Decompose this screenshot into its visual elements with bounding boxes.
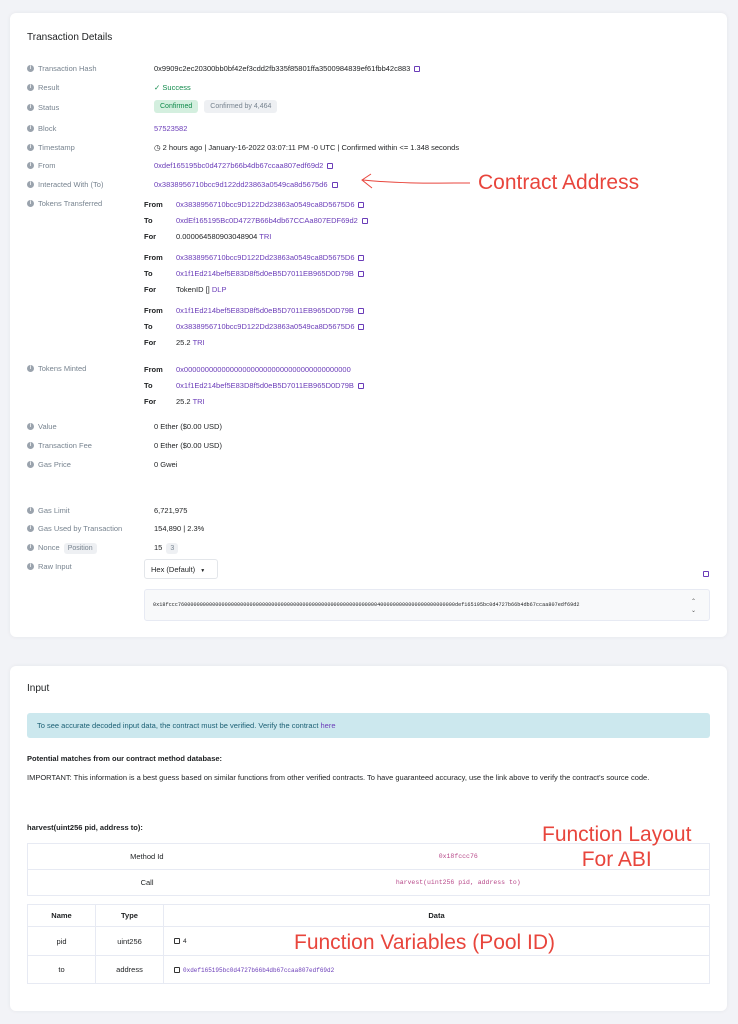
minted-to: [144, 381, 364, 390]
copy-icon[interactable]: [358, 255, 364, 261]
fee-label: Transaction Fee: [38, 441, 92, 450]
token-link[interactable]: DLP: [211, 285, 227, 294]
call-value: harvest(uint256 pid, address to): [208, 870, 710, 896]
param-name: to: [28, 956, 96, 984]
gas-price-text: 0 Gwei: [154, 460, 178, 469]
copy-icon[interactable]: [358, 308, 364, 314]
position-value: 3: [166, 543, 178, 554]
param-name: pid: [28, 927, 96, 956]
gas-limit-label: Gas Limit: [38, 506, 70, 515]
verify-notice: [27, 713, 710, 738]
to-key: To: [144, 381, 153, 390]
gas-price-row: [27, 460, 710, 472]
fee-text: 0 Ether ($0.00 USD): [154, 441, 222, 450]
nonce-value: [154, 543, 178, 552]
function-layout-annotation: [542, 822, 691, 872]
value-label: Value: [38, 422, 57, 431]
tx-hash-row: [27, 64, 710, 76]
copy-icon[interactable]: [174, 938, 180, 944]
from-label: From: [38, 161, 56, 170]
transfer-3-for: [144, 338, 205, 347]
block-link[interactable]: 57523582: [154, 124, 188, 133]
gas-limit-row: [27, 506, 710, 518]
info-icon: i: [27, 563, 34, 570]
minted-from: [144, 365, 351, 374]
raw-input-label: Raw Input: [38, 562, 72, 571]
col-name-header: Name: [28, 905, 96, 927]
tokens-transferred-row: [27, 199, 710, 211]
tx-hash-value: [154, 64, 420, 73]
token-link[interactable]: TRI: [192, 397, 205, 406]
function-signature: harvest(uint256 pid, address to):: [27, 823, 143, 832]
check-circle-icon: ✓: [154, 83, 161, 92]
chevron-down-icon[interactable]: ⌄: [691, 608, 697, 614]
raw-input-format-select[interactable]: [144, 559, 218, 579]
annotation-line-1: Function Layout: [542, 823, 692, 846]
transfer-2-for: [144, 285, 226, 294]
param-type: address: [96, 956, 164, 984]
raw-input-row: [27, 562, 710, 574]
verify-contract-link[interactable]: here: [320, 721, 336, 730]
timestamp-text: 2 hours ago | January-16-2022 03:07:11 PM -0 UTC | Confirmed within <= 1.348 seconds: [162, 143, 460, 152]
matches-heading: Potential matches from our contract method database:: [27, 754, 223, 763]
status-value: [154, 100, 277, 113]
result-value: [154, 83, 191, 92]
timestamp-label: Timestamp: [38, 143, 75, 152]
info-icon: i: [27, 365, 34, 372]
copy-icon[interactable]: [174, 967, 180, 973]
method-id-value: 0x18fccc76: [208, 844, 710, 870]
tokens-minted-row: [27, 364, 710, 376]
from-key: From: [144, 200, 163, 209]
card-title: Transaction Details: [27, 32, 113, 43]
status-label: Status: [38, 103, 60, 112]
info-icon: i: [27, 423, 34, 430]
from-key: From: [144, 306, 163, 315]
nonce-text: 15: [154, 543, 163, 552]
copy-icon[interactable]: [414, 66, 420, 72]
address-link[interactable]: 0x1f1Ed214bef5E83D8f5d0eB5D7011EB965D0D79B: [176, 381, 354, 390]
position-label: Position: [64, 543, 97, 554]
gas-used-row: [27, 524, 710, 536]
scroll-arrows[interactable]: [691, 598, 696, 616]
notice-text: To see accurate decoded input data, the contract must be verified. Verify the contract: [37, 721, 321, 730]
call-label: Call: [28, 870, 208, 896]
copy-icon[interactable]: [362, 218, 368, 224]
gas-used-label: Gas Used by Transaction: [38, 524, 123, 533]
nonce-label-group: [38, 543, 97, 552]
clock-icon: ◷: [154, 143, 161, 152]
call-row: [28, 870, 710, 896]
raw-input-box[interactable]: [144, 589, 710, 621]
status-row: [27, 100, 710, 116]
annotation-line-2: For ABI: [581, 848, 652, 871]
transfer-3-to: [144, 322, 364, 331]
info-icon: i: [27, 200, 34, 207]
to-key: To: [144, 216, 153, 225]
token-link[interactable]: TRI: [192, 338, 205, 347]
input-title: Input: [27, 683, 50, 694]
param-data: [164, 956, 710, 984]
col-type-header: Type: [96, 905, 164, 927]
token-link[interactable]: TRI: [259, 232, 272, 241]
info-icon: i: [27, 162, 34, 169]
to-key: To: [144, 322, 153, 331]
gas-used-text: 154,890 | 2.3%: [154, 524, 205, 533]
address-link[interactable]: 0xdEf165195Bc0D4727B66b4db67CCAa807EDF69d2: [176, 216, 358, 225]
copy-icon[interactable]: [327, 163, 333, 169]
fee-row: [27, 441, 710, 453]
address-link[interactable]: 0x1f1Ed214bef5E83D8f5d0eB5D7011EB965D0D79B: [176, 306, 354, 315]
copy-icon[interactable]: [358, 202, 364, 208]
transfer-2-from: [144, 253, 364, 262]
from-key: From: [144, 365, 163, 374]
copy-icon[interactable]: [358, 383, 364, 389]
tx-hash-text: 0x9909c2ec20300bb0bf42ef3cdd2fb335f85801ffa3500984839ef61fbb42c883: [154, 64, 411, 73]
block-label: Block: [38, 124, 57, 133]
address-link[interactable]: 0x3838956710bcc9D122Dd23863a0549ca8D5675D6: [176, 322, 355, 331]
for-key: For: [144, 397, 157, 406]
transfer-1-from: [144, 200, 364, 209]
minted-for: [144, 397, 205, 406]
transfer-1-to: [144, 216, 368, 225]
result-label: Result: [38, 83, 60, 92]
info-icon: i: [27, 507, 34, 514]
info-icon: i: [27, 461, 34, 468]
interacted-label: Interacted With (To): [38, 180, 104, 189]
address-link[interactable]: 0x0000000000000000000000000000000000000000: [176, 365, 351, 374]
col-data-header: Data: [164, 905, 710, 927]
block-row: [27, 124, 710, 136]
info-icon: i: [27, 84, 34, 91]
transfer-1-for: [144, 232, 271, 241]
for-key: For: [144, 232, 157, 241]
param-data-text: 4: [183, 938, 187, 945]
params-header: [28, 905, 710, 927]
param-data-link[interactable]: 0xdef165195bc0d4727b66b4db67ccaa807edf69d2: [183, 966, 335, 974]
timestamp-row: [27, 143, 710, 155]
copy-icon[interactable]: [358, 324, 364, 330]
info-icon: i: [27, 442, 34, 449]
info-icon: i: [27, 125, 34, 132]
contract-address-link[interactable]: 0x3838956710bcc9d122dd23863a0549ca8d5675d6: [154, 180, 328, 189]
value-text: 0 Ether ($0.00 USD): [154, 422, 222, 431]
address-link[interactable]: 0x3838956710bcc9D122Dd23863a0549ca8D5675D6: [176, 253, 355, 262]
amount-text: TokenID []: [176, 285, 210, 294]
raw-input-text: 0x18fccc76000000000000000000000000000000000000000000000000000000000000004000000000000000000000000def165195bc0d4727b66b4db67ccaa807edf69d2: [153, 602, 580, 608]
address-link[interactable]: 0x1f1Ed214bef5E83D8f5d0eB5D7011EB965D0D79B: [176, 269, 354, 278]
info-icon: i: [27, 65, 34, 72]
tokens-minted-label: Tokens Minted: [38, 364, 87, 373]
param-row: [28, 956, 710, 984]
amount-text: 25.2: [176, 338, 191, 347]
tx-hash-label: Transaction Hash: [38, 64, 97, 73]
to-key: To: [144, 269, 153, 278]
caret-down-icon: ▼: [200, 568, 206, 574]
nonce-label: Nonce: [38, 543, 60, 552]
important-note: IMPORTANT: This information is a best guess based on similar functions from other verified contracts. To have guaranteed accuracy, use the link above to verify the contract's source code.: [27, 773, 650, 782]
amount-text: 25.2: [176, 397, 191, 406]
interacted-value: [154, 180, 338, 189]
transfer-3-from: [144, 306, 364, 315]
status-badge: Confirmed: [154, 100, 198, 113]
gas-limit-text: 6,721,975: [154, 506, 188, 515]
for-key: For: [144, 285, 157, 294]
chevron-up-icon[interactable]: ⌃: [691, 599, 697, 605]
function-variables-annotation: Function Variables (Pool ID): [294, 931, 556, 954]
for-key: For: [144, 338, 157, 347]
param-type: uint256: [96, 927, 164, 956]
amount-text: 0.000064580903048904: [176, 232, 258, 241]
details-rows: [10, 0, 727, 640]
address-link[interactable]: 0x3838956710bcc9D122Dd23863a0549ca8D5675D6: [176, 200, 355, 209]
info-icon: i: [27, 181, 34, 188]
confirmations-badge: Confirmed by 4,464: [204, 100, 277, 113]
select-value: Hex (Default): [151, 565, 196, 574]
copy-icon[interactable]: [358, 271, 364, 277]
transfer-2-to: [144, 269, 364, 278]
value-row: [27, 422, 710, 434]
result-text: Success: [162, 83, 191, 92]
from-key: From: [144, 253, 163, 262]
copy-raw-icon[interactable]: [703, 571, 709, 577]
from-value: [154, 161, 333, 170]
timestamp-value: [154, 143, 459, 152]
from-address-link[interactable]: 0xdef165195bc0d4727b66b4db67ccaa807edf69d2: [154, 161, 324, 170]
nonce-row: [27, 543, 710, 555]
tokens-transferred-label: Tokens Transferred: [38, 199, 103, 208]
info-icon: i: [27, 544, 34, 551]
info-icon: i: [27, 525, 34, 532]
info-icon: i: [27, 144, 34, 151]
copy-icon[interactable]: [332, 182, 338, 188]
method-id-label: Method Id: [28, 844, 208, 870]
info-icon: i: [27, 104, 34, 111]
result-row: [27, 83, 710, 95]
contract-address-annotation: Contract Address: [478, 171, 640, 194]
gas-price-label: Gas Price: [38, 460, 71, 469]
